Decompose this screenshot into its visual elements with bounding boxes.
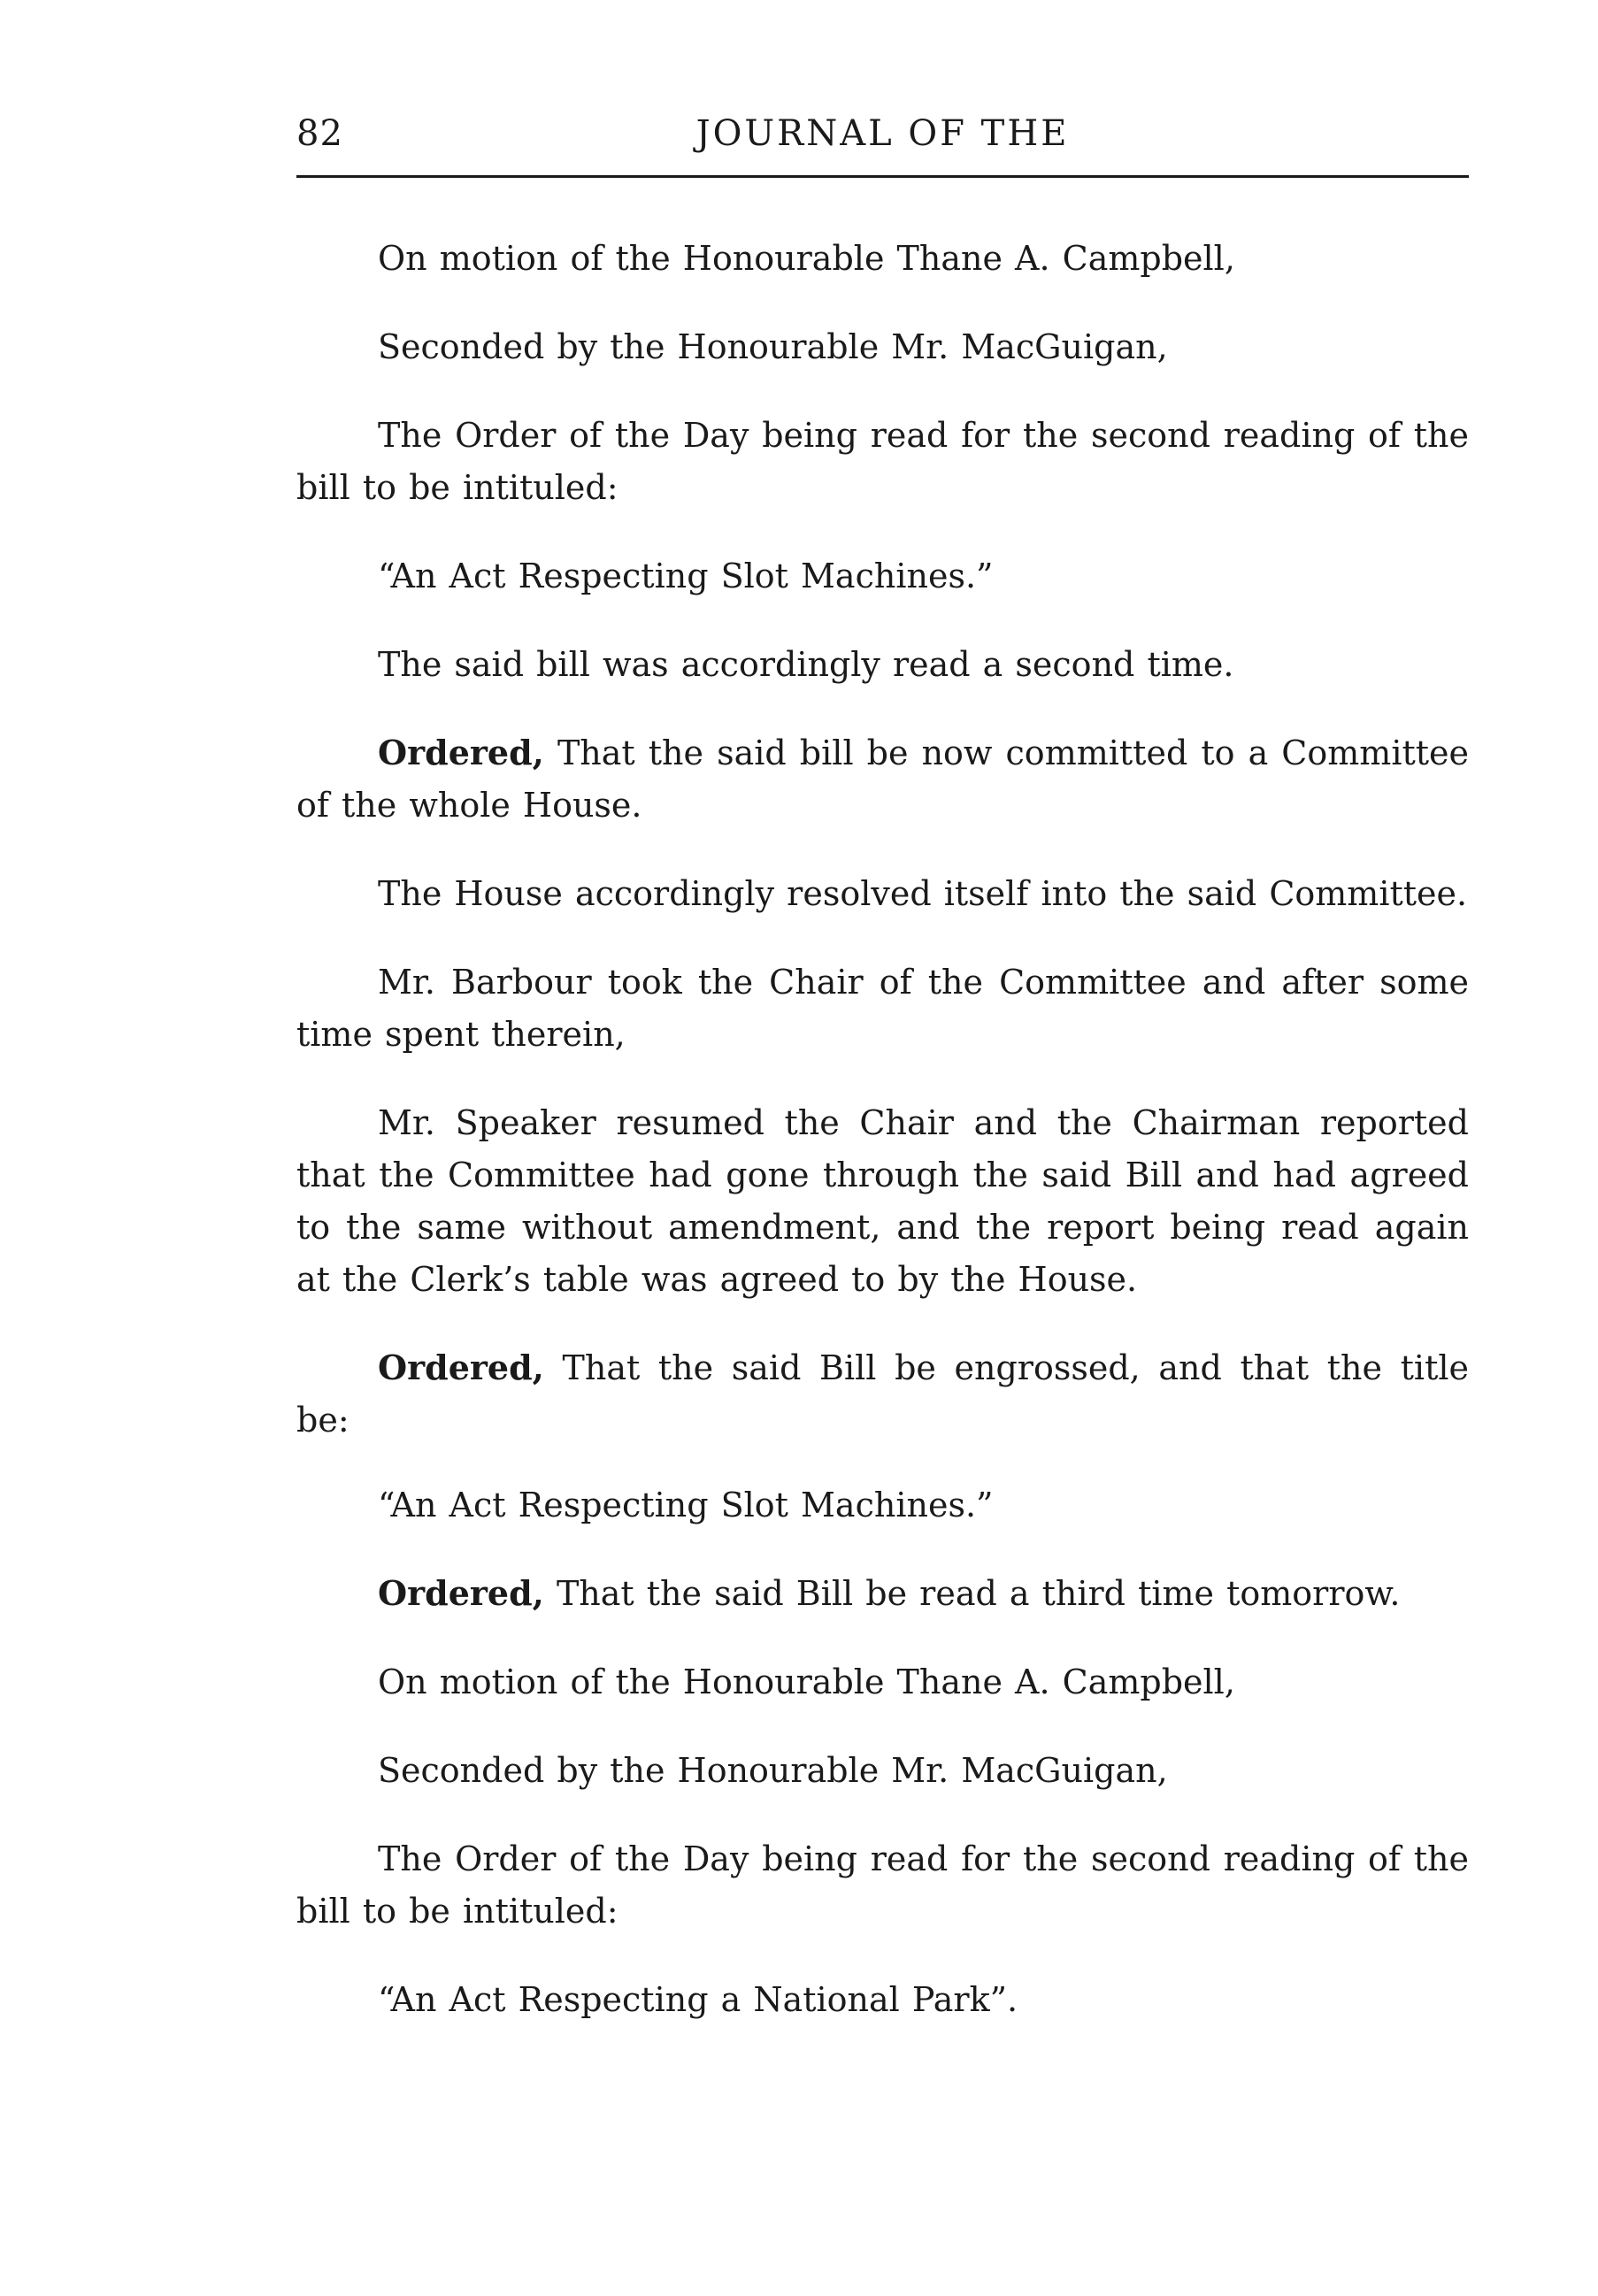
paragraph-house-resolved [296, 867, 1469, 920]
paragraph-text: On motion of the Honourable Thane A. Campbell, [378, 1662, 1235, 1701]
paragraph-order-of-day [296, 1832, 1469, 1938]
paragraph-ordered-engrossed [296, 1341, 1469, 1447]
journal-body [296, 232, 1469, 2062]
paragraph-text: “An Act Respecting Slot Machines.” [378, 1486, 994, 1524]
paragraph-ordered-committed [296, 726, 1469, 832]
page-header [296, 113, 1469, 166]
paragraph-text: Mr. Barbour took the Chair of the Committee and after some time spent therein, [296, 963, 1469, 1054]
paragraph-chair-taken [296, 956, 1469, 1061]
paragraph-text: Seconded by the Honourable Mr. MacGuigan, [378, 1751, 1168, 1790]
paragraph-text: Seconded by the Honourable Mr. MacGuigan, [378, 327, 1168, 366]
paragraph-order-of-day [296, 409, 1469, 514]
paragraph-second-reading [296, 638, 1469, 691]
paragraph-text: “An Act Respecting a National Park”. [378, 1980, 1018, 2019]
paragraph-text: That the said Bill be read a third time tomorrow. [543, 1574, 1401, 1613]
paragraph-bill-title [296, 549, 1469, 603]
page-number: 82 [296, 113, 343, 154]
header-rule [296, 175, 1469, 178]
paragraph-text: The said bill was accordingly read a second time. [378, 645, 1234, 684]
paragraph-bill-title [296, 1973, 1469, 2026]
paragraph-lead: Ordered, [378, 1573, 544, 1613]
paragraph-seconded [296, 1744, 1469, 1797]
paragraph-text: That the said bill be now committed to a Committee of the whole House. [296, 733, 1469, 825]
paragraph-lead: Ordered, [378, 733, 544, 772]
paragraph-bill-title [296, 1478, 1469, 1532]
paragraph-speaker-resumed [296, 1096, 1469, 1306]
paragraph-text: Mr. Speaker resumed the Chair and the Chairman reported that the Committee had gone through the said Bill and had agreed to the same without amendment, and the report being read again at the Clerk’s table was agreed to by the House. [296, 1103, 1469, 1299]
paragraph-seconded [296, 320, 1469, 373]
paragraph-motion [296, 232, 1469, 285]
running-head: JOURNAL OF THE [695, 113, 1070, 154]
paragraph-text: That the said Bill be engrossed, and that the title be: [296, 1348, 1469, 1440]
paragraph-text: On motion of the Honourable Thane A. Campbell, [378, 239, 1235, 278]
paragraph-text: The Order of the Day being read for the second reading of the bill to be intituled: [296, 1839, 1469, 1931]
paragraph-text: “An Act Respecting Slot Machines.” [378, 557, 994, 595]
paragraph-motion [296, 1655, 1469, 1709]
paragraph-lead: Ordered, [378, 1348, 544, 1387]
paragraph-ordered-third-reading [296, 1567, 1469, 1620]
paragraph-text: The House accordingly resolved itself into the said Committee. [378, 874, 1468, 913]
paragraph-text: The Order of the Day being read for the second reading of the bill to be intituled: [296, 416, 1469, 507]
